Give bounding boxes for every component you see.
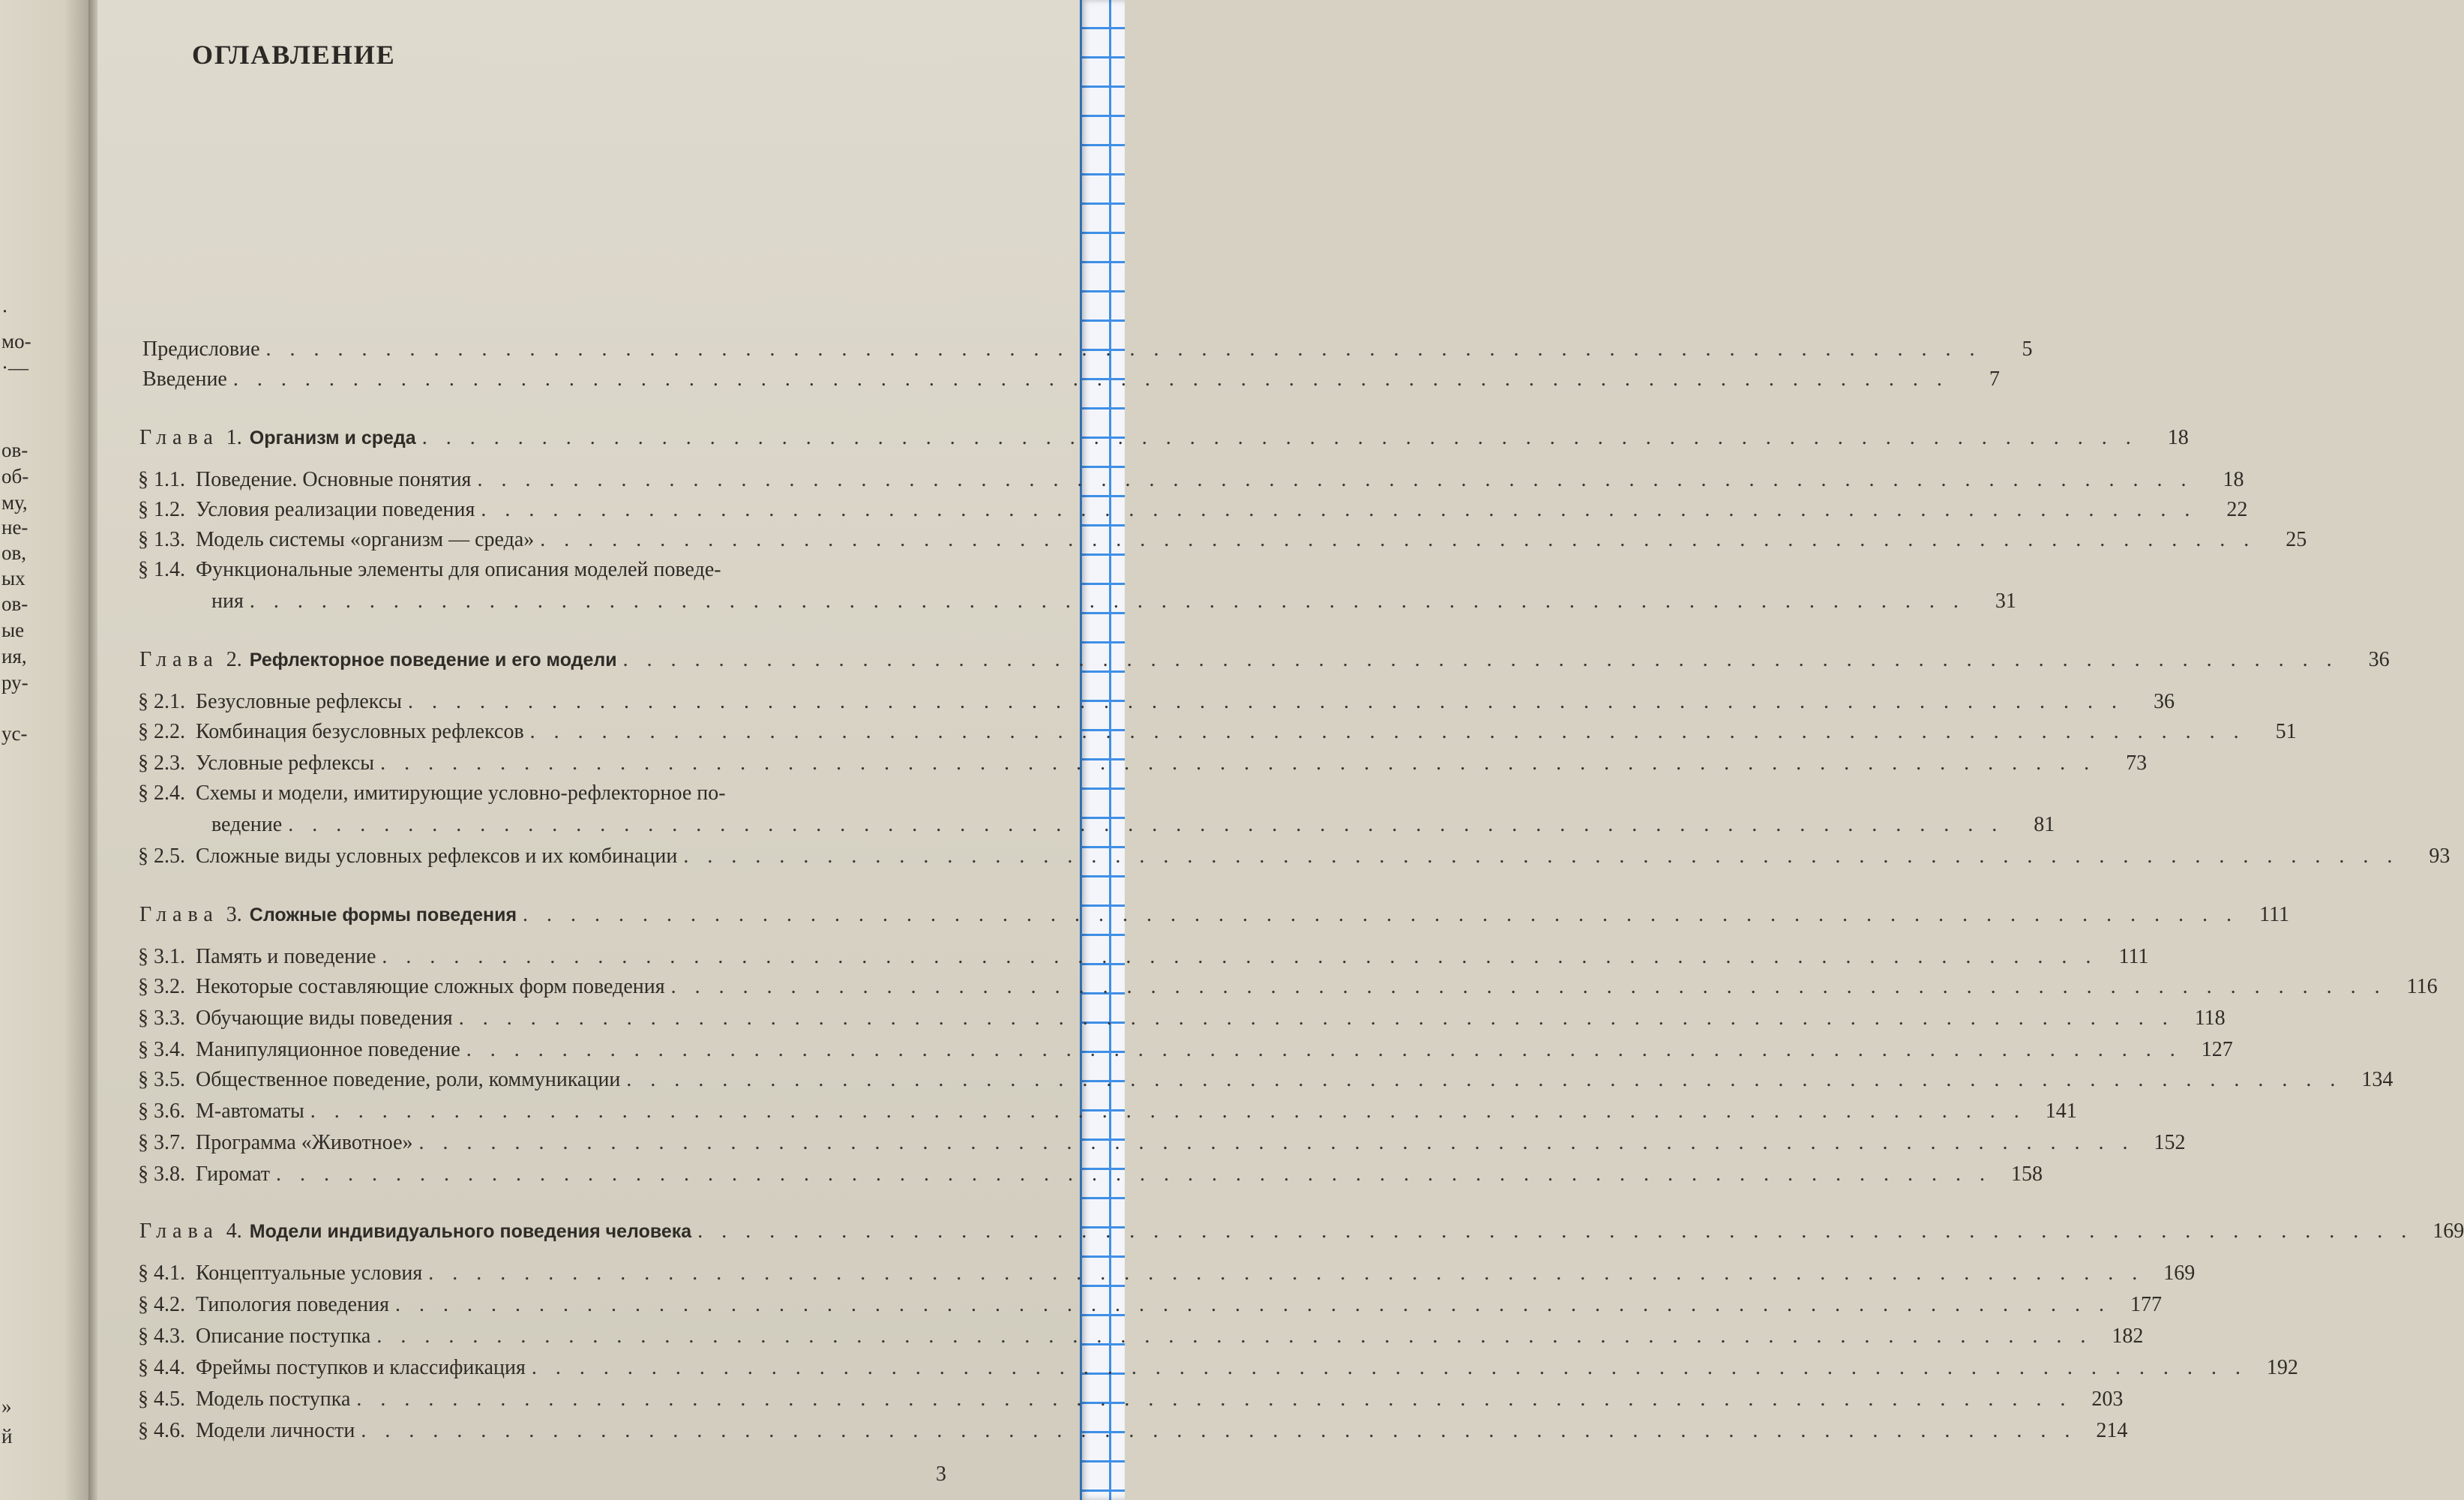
left-page-fragment: ус- [1,722,28,745]
toc-section-item[interactable] [138,1098,2077,1125]
toc-section-item[interactable] [138,780,958,807]
dot-leader: . . . . . . . . . . . . . . . . . . . . . . . . . . . . . . . . . . . . . . . . . . . . . . . . . . . . . . . . . . . . . . . . . . . . . . . . [529,720,2246,743]
section-number: § 1.3. [138,528,185,551]
page-ref: 134 [2361,1068,2394,1091]
page-ref: 169 [2433,1220,2464,1243]
page-ref: 116 [2406,975,2438,998]
section-title: Сложные виды условных рефлексов и их комбинации [196,844,678,868]
section-entry [138,1161,270,1188]
left-page-fragment: й [1,1425,13,1448]
toc-section-item[interactable] [138,843,2451,870]
page-ref: 25 [2286,528,2307,551]
toc-section-item[interactable] [138,750,2148,777]
section-title: Некоторые составляющие сложных форм поведения [196,975,665,998]
section-entry [138,974,665,1000]
page-ref: 111 [2259,903,2290,926]
toc-section-item[interactable] [138,974,2438,1000]
section-entry [138,1354,526,1382]
section-title: Комбинация безусловных рефлексов [196,720,524,743]
toc-section-item[interactable] [138,1386,2124,1413]
section-title: Модели личности [196,1419,355,1442]
toc-section-item[interactable] [138,688,2175,716]
page-number: 3 [936,1462,946,1486]
toc-section-item[interactable] [138,1260,2196,1287]
section-entry [138,1292,389,1318]
toc-section-continuation[interactable] [211,588,2016,614]
section-number: § 1.1. [138,468,185,491]
section-entry [138,1005,453,1032]
dot-leader: . . . . . . . . . . . . . . . . . . . . . . . . . . . . . . . . . . . . . . . . . . . . . . . . . . . . . . . . . . . . . . . . . . . . . . . . [276,1162,1992,1186]
chapter-label: Глава [139,426,219,449]
toc-section-item[interactable] [138,1323,2144,1350]
page-ref: 36 [2153,690,2175,713]
dot-leader: . . . . . . . . . . . . . . . . . . . . . . . . . . . . . . . . . . . . . . . . . . . . . . . . . . . . . . . . . . . . . . . . . . . . . . . . [697,1220,2414,1243]
left-page-fragment: ия, [1,645,27,668]
toc-front-matter-item[interactable] [142,336,2033,363]
section-entry [138,843,677,870]
toc-chapter-heading[interactable] [139,1218,2464,1245]
toc-front-matter-item[interactable] [142,366,2000,393]
dot-leader: . . . . . . . . . . . . . . . . . . . . . . . . . . . . . . . . . . . . . . . . . . . . . . . . . . . . . . . . . . . . . . . . . . . . . . . . [394,1293,2111,1316]
dot-leader: . . . . . . . . . . . . . . . . . . . . . . . . . . . . . . . . . . . . . . . . . . . . . . . . . . . . . . . . . . . . . . . . . . . . . . . . [626,1068,2343,1091]
section-entry [138,1036,460,1064]
section-title: Условные рефлексы [196,752,375,775]
section-entry [138,1130,413,1156]
page-ref: 5 [2022,338,2033,361]
section-entry [138,1098,304,1125]
toc-section-item[interactable] [138,1161,2043,1188]
section-title: Описание поступка [196,1324,371,1348]
section-entry [138,466,471,494]
page-title: ОГЛАВЛЕНИЕ [192,40,396,70]
dot-leader: . . . . . . . . . . . . . . . . . . . . . . . . . . . . . . . . . . . . . . . . . . . . . . . . . . . . . . . . . . . . . . . . . . . . . . . . [531,1356,2247,1379]
dot-leader: . . . . . . . . . . . . . . . . . . . . . . . . . . . . . . . . . . . . . . . . . . . . . . . . . . . . . . . . . . . . . . . . . . . . . . . . [382,945,2098,968]
section-entry [138,1386,350,1413]
toc-section-item[interactable] [138,496,2248,524]
page-ref: 36 [2368,648,2390,671]
dot-leader: . . . . . . . . . . . . . . . . . . . . . . . . . . . . . . . . . . . . . . . . . . . . . . . . . . . . . . . . . . . . . . . . . . . . . . . . [540,528,2256,551]
toc-section-item[interactable] [138,466,2244,494]
section-title: Манипуляционное поведение [196,1038,460,1061]
section-title: Поведение. Основные понятия [196,468,472,491]
dot-leader: . . . . . . . . . . . . . . . . . . . . . . . . . . . . . . . . . . . . . . . . . . . . . . . . . . . . . . . . . . . . . . . . . . . . . . . . [421,426,2138,449]
page-ref: 7 [1989,368,2000,391]
section-title: Схемы и модели, имитирующие условно-рефлекторное по- [196,782,726,805]
dot-leader: . . . . . . . . . . . . . . . . . . . . . . . . . . . . . . . . . . . . . . . . . . . . . . . . . . . . . . . . . . . . . . . . . . . . . . . . [477,468,2193,491]
section-title: Программа «Животное» [196,1131,413,1154]
dot-leader: . . . . . . . . . . . . . . . . . . . . . . . . . . . . . . . . . . . . . . . . . . . . . . . . . . . . . . . . . . . . . . . . . . . . . . . . [310,1100,2026,1123]
toc-section-item[interactable] [138,1292,2162,1318]
toc-section-item[interactable] [138,1130,2186,1156]
left-page-fragment: » [1,1395,12,1418]
section-number: § 2.5. [138,844,185,868]
section-number: § 4.5. [138,1388,185,1411]
left-page-fragment: · [1,300,8,322]
toc-section-item[interactable] [138,1354,2298,1382]
toc-chapter-heading[interactable] [139,902,2290,928]
page-ref: 141 [2045,1100,2077,1123]
section-number: § 1.2. [138,498,185,521]
section-title: Обучающие виды поведения [196,1006,453,1030]
chapter-heading-title [139,646,617,674]
toc-section-item[interactable] [138,526,2307,554]
toc-entry-title: Предисловие [142,338,260,361]
section-entry [138,750,374,777]
section-number: § 4.2. [138,1293,185,1316]
chapter-label: Глава [139,648,219,671]
chapter-label: Глава [139,1220,219,1243]
section-title: Условия реализации поведения [196,498,475,521]
page-ref: 118 [2194,1006,2226,1030]
dot-leader: . . . . . . . . . . . . . . . . . . . . . . . . . . . . . . . . . . . . . . . . . . . . . . . . . . . . . . . . . . . . . . . . . . . . . . . . [418,1131,2135,1154]
page-ref: 81 [2034,813,2055,836]
section-entry [138,1323,370,1350]
section-entry [138,556,721,584]
section-entry [138,1418,355,1444]
left-page-fragment: об- [1,465,29,488]
section-title: Память и поведение [196,945,376,968]
chapter-number: 3. [226,903,242,926]
page-ref: 152 [2154,1131,2186,1154]
left-page-fragment: не- [1,516,28,538]
section-number: § 3.7. [138,1131,185,1154]
page-ref: 18 [2167,426,2189,449]
section-number: § 4.1. [138,1262,185,1285]
page-ref: 22 [2226,498,2248,521]
section-number: § 3.5. [138,1068,185,1091]
chapter-title: Модели индивидуального поведения человека [249,1221,692,1242]
toc-section-item[interactable] [138,556,958,584]
section-entry [138,1260,422,1287]
section-number: § 1.4. [138,558,185,581]
dot-leader: . . . . . . . . . . . . . . . . . . . . . . . . . . . . . . . . . . . . . . . . . . . . . . . . . . . . . . . . . . . . . . . . . . . . . . . . [376,1324,2093,1348]
toc-section-item[interactable] [138,1036,2233,1064]
section-entry [138,780,726,807]
section-number: § 2.4. [138,782,185,805]
chapter-number: 2. [226,648,242,671]
chapter-number: 4. [226,1220,242,1243]
page-ref: 73 [2126,752,2148,775]
chapter-label: Глава [139,903,219,926]
page-ref: 158 [2011,1162,2043,1186]
section-title: М-автоматы [196,1100,304,1123]
section-title: Концептуальные условия [196,1262,423,1285]
dot-leader: . . . . . . . . . . . . . . . . . . . . . . . . . . . . . . . . . . . . . . . . . . . . . . . . . . . . . . . . . . . . . . . . . . . . . . . . [622,648,2339,671]
page-ref: 203 [2091,1388,2124,1411]
section-entry [138,944,376,970]
dot-leader: . . . . . . . . . . . . . . . . . . . . . . . . . . . . . . . . . . . . . . . . . . . . . . . . . . . . . . . . . . . . . . . . . . . . . . . . [407,690,2124,713]
dot-leader: . . . . . . . . . . . . . . . . . . . . . . . . . . . . . . . . . . . . . . . . . . . . . . . . . . . . . . . . . . . . . . . . . . . . . . . . [356,1388,2073,1411]
section-entry [138,1066,620,1094]
section-title: Типология поведения [196,1293,389,1316]
left-page-fragment: ·— [1,356,28,379]
section-number: § 3.1. [138,945,185,968]
section-title: Безусловные рефлексы [196,690,402,713]
toc-section-item[interactable] [138,1005,2226,1032]
section-entry [138,718,524,746]
dot-leader: . . . . . . . . . . . . . . . . . . . . . . . . . . . . . . . . . . . . . . . . . . . . . . . . . . . . . . . . . . . . . . . . . . . . . . . . [428,1262,2145,1285]
dot-leader: . . . . . . . . . . . . . . . . . . . . . . . . . . . . . . . . . . . . . . . . . . . . . . . . . . . . . . . . . . . . . . . . . . . . . . . . [249,590,1965,613]
left-page-fragment: му, [1,491,28,514]
chapter-heading-title [139,902,517,928]
dot-leader: . . . . . . . . . . . . . . . . . . . . . . . . . . . . . . . . . . . . . . . . . . . . . . . . . . . . . . . . . . . . . . . . . . . . . . . . [523,903,2239,926]
section-title: Гиромат [196,1162,271,1186]
page-ref: 214 [2096,1419,2128,1442]
page-ref: 127 [2201,1038,2233,1061]
toc-section-item[interactable] [138,944,2149,970]
section-number: § 3.8. [138,1162,185,1186]
dot-leader: . . . . . . . . . . . . . . . . . . . . . . . . . . . . . . . . . . . . . . . . . . . . . . . . . . . . . . . . . . . . . . . . . . . . . . . . [458,1006,2175,1030]
dot-leader: . . . . . . . . . . . . . . . . . . . . . . . . . . . . . . . . . . . . . . . . . . . . . . . . . . . . . . . . . . . . . . . . . . . . . . . . [232,368,1949,391]
chapter-title: Сложные формы поведения [249,904,517,926]
left-page-fragment: ых [1,567,25,590]
toc-chapter-heading[interactable] [139,424,2189,452]
section-number: § 4.6. [138,1419,185,1442]
section-number: § 2.3. [138,752,185,775]
chapter-heading-title [139,424,416,452]
section-number: § 2.1. [138,690,185,713]
dot-leader: . . . . . . . . . . . . . . . . . . . . . . . . . . . . . . . . . . . . . . . . . . . . . . . . . . . . . . . . . . . . . . . . . . . . . . . . [361,1419,2077,1442]
toc-entry-title: Введение [142,368,227,391]
chapter-number: 1. [226,426,242,449]
left-page-fragment: ов- [1,439,28,461]
page-ref: 192 [2266,1356,2298,1379]
page-ref: 177 [2130,1293,2162,1316]
section-entry [138,496,475,524]
section-title-continuation: ведение [211,813,283,836]
page-ref: 111 [2118,945,2149,968]
section-title: Модель системы «организм — среда» [196,528,535,551]
dot-leader: . . . . . . . . . . . . . . . . . . . . . . . . . . . . . . . . . . . . . . . . . . . . . . . . . . . . . . . . . . . . . . . . . . . . . . . . [466,1038,2182,1061]
section-number: § 3.4. [138,1038,185,1061]
section-number: § 3.2. [138,975,185,998]
section-title: Функциональные элементы для описания моделей поведе- [196,558,721,581]
page-ref: 169 [2163,1262,2196,1285]
section-number: § 3.3. [138,1006,185,1030]
left-page-fragment: ов- [1,592,28,615]
page-ref: 18 [2223,468,2244,491]
section-title: Фреймы поступков и классификация [196,1356,526,1379]
section-number: § 4.4. [138,1356,185,1379]
toc-section-continuation[interactable] [211,812,2055,837]
dot-leader: . . . . . . . . . . . . . . . . . . . . . . . . . . . . . . . . . . . . . . . . . . . . . . . . . . . . . . . . . . . . . . . . . . . . . . . . [481,498,2197,521]
section-title-continuation: ния [211,590,244,613]
section-number: § 4.3. [138,1324,185,1348]
page-ref: 93 [2429,844,2451,868]
section-number: § 2.2. [138,720,185,743]
chapter-title: Рефлекторное поведение и его модели [249,650,617,670]
toc-section-item[interactable] [138,718,2297,746]
section-title: Модель поступка [196,1388,351,1411]
left-page-fragment: мо- [1,330,31,352]
page-ref: 51 [2275,720,2297,743]
chapter-heading-title [139,1218,691,1245]
toc-section-item[interactable] [138,1418,2128,1444]
left-page-fragment: ру- [1,671,28,694]
left-page-fragment: ов, [1,542,26,564]
section-entry [138,688,402,716]
dot-leader: . . . . . . . . . . . . . . . . . . . . . . . . . . . . . . . . . . . . . . . . . . . . . . . . . . . . . . . . . . . . . . . . . . . . . . . . [683,844,2400,868]
section-title: Общественное поведение, роли, коммуникации [196,1068,621,1091]
dot-leader: . . . . . . . . . . . . . . . . . . . . . . . . . . . . . . . . . . . . . . . . . . . . . . . . . . . . . . . . . . . . . . . . . . . . . . . . [265,338,1982,361]
left-page-fragment: ые [1,619,25,641]
section-number: § 3.6. [138,1100,185,1123]
page-ref: 182 [2112,1324,2144,1348]
dot-leader: . . . . . . . . . . . . . . . . . . . . . . . . . . . . . . . . . . . . . . . . . . . . . . . . . . . . . . . . . . . . . . . . . . . . . . . . [288,813,2004,836]
chapter-title: Организм и среда [249,428,416,448]
toc-chapter-heading[interactable] [139,646,2390,674]
page-ref: 31 [1995,590,2016,613]
dot-leader: . . . . . . . . . . . . . . . . . . . . . . . . . . . . . . . . . . . . . . . . . . . . . . . . . . . . . . . . . . . . . . . . . . . . . . . . [380,752,2097,775]
section-entry [138,526,534,554]
dot-leader: . . . . . . . . . . . . . . . . . . . . . . . . . . . . . . . . . . . . . . . . . . . . . . . . . . . . . . . . . . . . . . . . . . . . . . . . [670,975,2387,998]
toc-section-item[interactable] [138,1066,2394,1094]
